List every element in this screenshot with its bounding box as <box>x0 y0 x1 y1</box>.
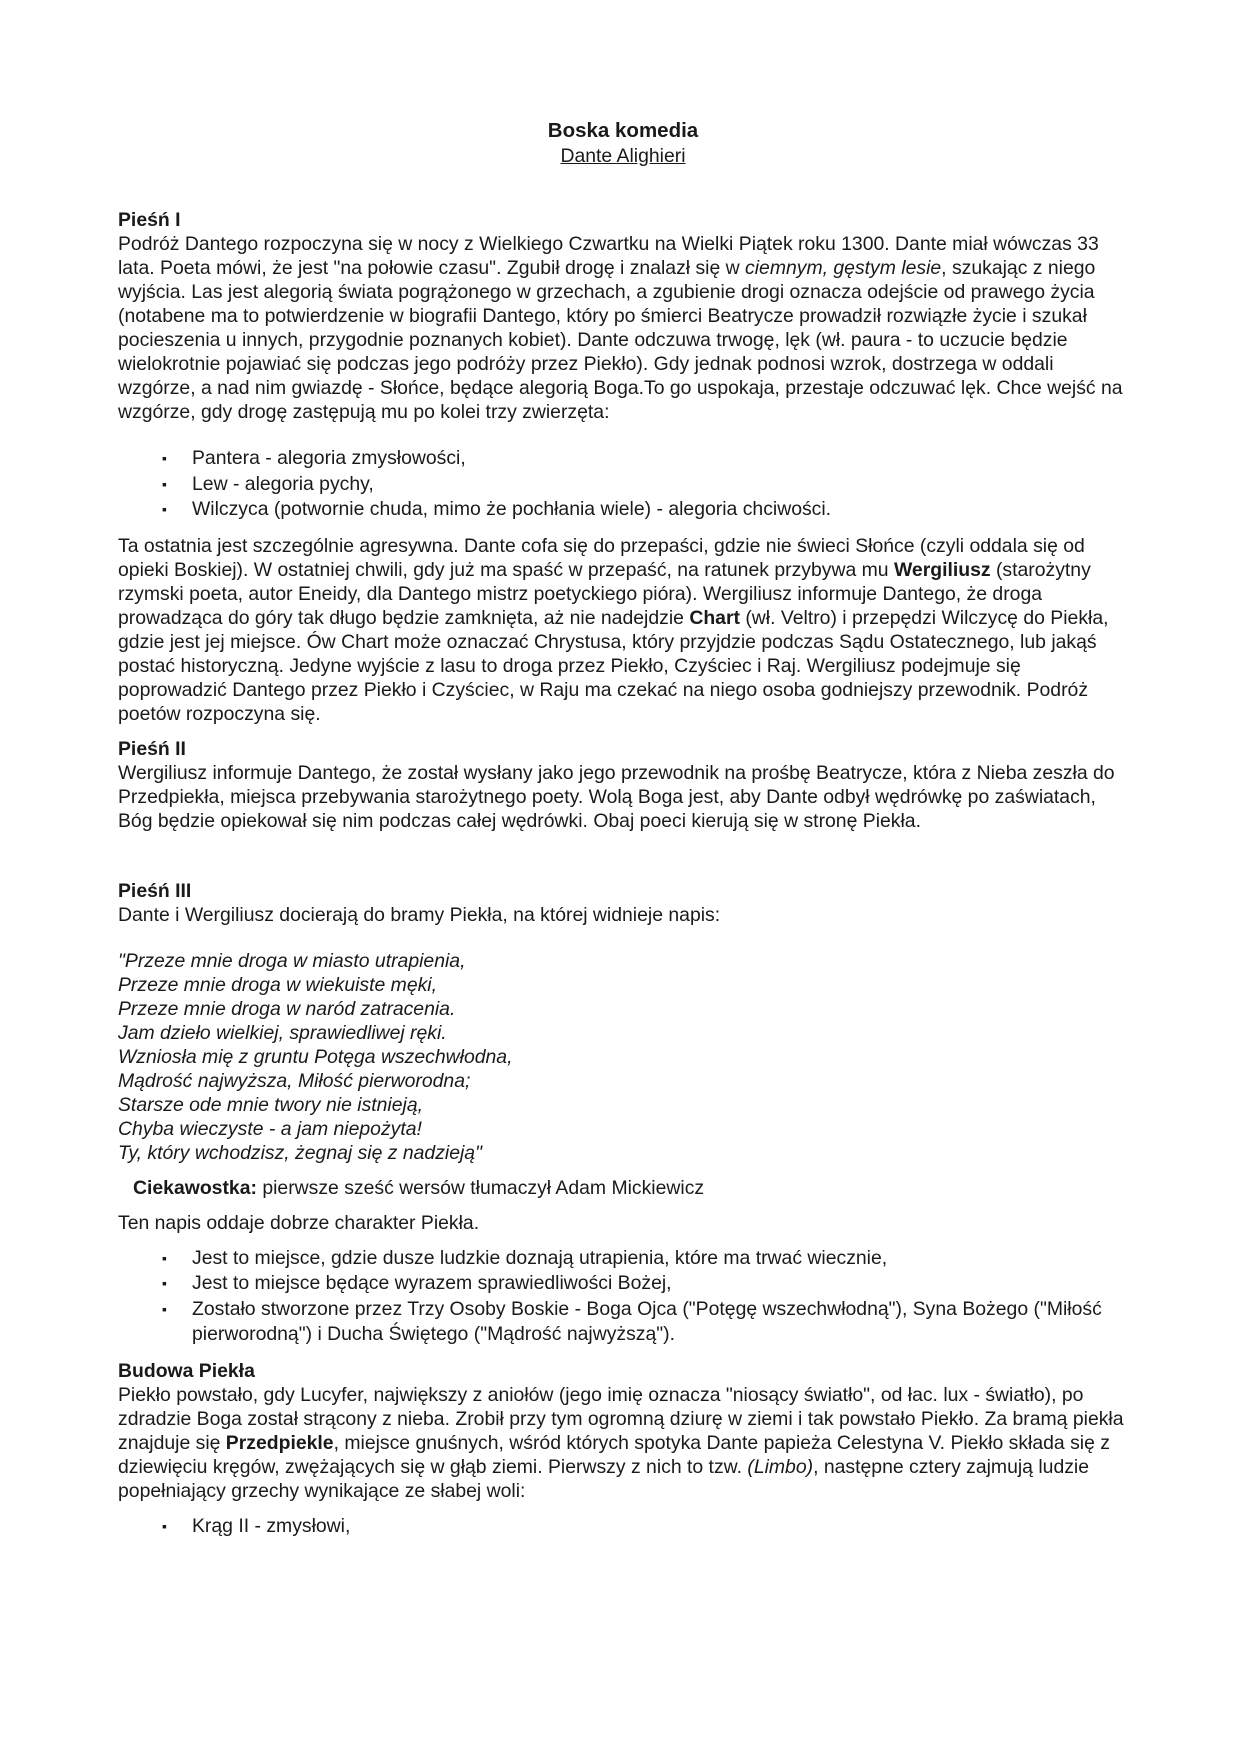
document-page <box>118 112 1128 1539</box>
italic-run: (Limbo) <box>747 1455 814 1478</box>
poem-line: Chyba wieczyste - a jam niepożyta! <box>118 1117 422 1140</box>
paragraph: Dante i Wergiliusz docierają do bramy Piekła, na której widnieje napis: <box>118 903 721 926</box>
paragraph <box>118 1383 1128 1503</box>
text-run: (starożytny rzymski poeta, autor Eneidy, dla Dantego mistrz poetyckiego pióra). Wergiliusz informuje Dantego, że droga prowadząca do góry tak długo będzie zamknięta, aż nie nadejdzie <box>118 558 1091 629</box>
bullet-list <box>118 1246 1128 1348</box>
poem-line: Jam dzieło wielkiej, sprawiedliwej ręki. <box>118 1021 447 1044</box>
poem-line: "Przeze mnie droga w miasto utrapienia, <box>118 949 466 972</box>
document-title: Boska komedia <box>547 119 699 142</box>
text-run: , następne cztery zajmują ludzie popełniający grzechy wynikające ze słabej woli: <box>118 1455 1090 1502</box>
curiosity-note <box>118 1176 1128 1200</box>
bold-run: Chart <box>689 606 740 629</box>
text-run: (wł. Veltro) i przepędzi Wilczycę do Piekła, gdzie jest jej miejsce. Ów Chart może oznaczać Chrystusa, który przyjdzie podczas Sądu Ostatecznego, lub jakąś postać historyczną. Jedyne wyjście z lasu to droga przez Piekło, Czyściec i Raj. Wergiliusz podejmuje się poprowadzić Dantego przez Piekło i Czyściec, w Raju ma czekać na niego osoba godniejszy przewodnik. Podróż poetów rozpoczyna się. <box>118 606 1109 725</box>
poem-line: Mądrość najwyższa, Miłość pierworodna; <box>118 1069 471 1092</box>
list-item: ▪ Jest to miejsce będące wyrazem sprawiedliwości Bożej, <box>162 1271 1128 1297</box>
poem-line: Wzniosła mię z gruntu Potęga wszechwłodna, <box>118 1045 513 1068</box>
poem-line: Przeze mnie droga w wiekuiste męki, <box>118 973 437 996</box>
section-heading: Pieśń III <box>118 879 192 902</box>
bullet-list <box>118 446 1128 523</box>
document-author: Dante Alighieri <box>560 145 686 167</box>
paragraph: Wergiliusz informuje Dantego, że został wysłany jako jego przewodnik na prośbę Beatrycze, która z Nieba zeszła do Przedpiekła, miejsca przebywania starożytnego poety. Wolą Boga jest, aby Dante odbył wędrówkę po zaświatach, Bóg będzie opiekował się nim podczas całej wędrówki. Obaj poeci kierują się w stronę Piekła. <box>118 761 1115 832</box>
list-item: ▪ Jest to miejsce, gdzie dusze ludzkie doznają utrapienia, które ma trwać wiecznie, <box>162 1246 1128 1272</box>
bullet-list <box>118 1514 1128 1540</box>
text-run: Podróż Dantego rozpoczyna się w nocy z Wielkiego Czwartku na Wielki Piątek roku 1300. Dante miał wówczas 33 lata. Poeta mówi, że jest "na połowie czasu". Zgubił drogę i znalazł się w <box>118 233 1099 279</box>
poem-line: Ty, który wchodzisz, żegnaj się z nadzieją" <box>118 1141 482 1164</box>
section-heading: Budowa Piekła <box>118 1359 255 1382</box>
poem-line: Starsze ode mnie twory nie istnieją, <box>118 1093 424 1116</box>
inscription-poem <box>118 949 1128 1165</box>
bold-run: Wergiliusz <box>893 558 991 581</box>
bold-run: Przedpiekle <box>225 1431 334 1454</box>
list-item: ▪ Wilczyca (potwornie chuda, mimo że pochłania wiele) - alegoria chciwości. <box>162 497 1128 523</box>
poem-line: Przeze mnie droga w naród zatracenia. <box>118 997 456 1020</box>
italic-run: ciemnym, gęstym lesie <box>745 257 942 279</box>
text-run: Piekło powstało, gdy Lucyfer, największy z aniołów (jego imię oznacza "niosący światło", od łac. lux - światło), po zdradzie Boga został strącony z nieba. Zrobił przy tym ogromną dziurę w ziemi i tak powstało Piekło. Za bramą piekła znajduje się <box>118 1383 1124 1454</box>
text-run: , miejsce gnuśnych, wśród których spotyka Dante papieża Celestyna V. Piekło składa się z dziewięciu kręgów, zwężających się w głąb ziemi. Pierwszy z nich to tzw. <box>118 1431 1110 1478</box>
paragraph <box>118 232 1128 424</box>
paragraph: Ten napis oddaje dobrze charakter Piekła. <box>118 1211 480 1234</box>
paragraph <box>118 534 1128 726</box>
section-heading: Pieśń I <box>118 209 181 231</box>
text-run: pierwsze sześć wersów tłumaczył Adam Mickiewicz <box>256 1176 705 1199</box>
list-item: ▪ Lew - alegoria pychy, <box>162 472 1128 498</box>
list-item: ▪ Pantera - alegoria zmysłowości, <box>162 446 1128 472</box>
section-heading: Pieśń II <box>118 737 186 760</box>
list-item: ▪ Krąg II - zmysłowi, <box>162 1514 1128 1540</box>
list-item: ▪ Zostało stworzone przez Trzy Osoby Boskie - Boga Ojca ("Potęgę wszechwłodną"), Syna Bożego ("Miłość pierworodną") i Ducha Świętego ("Mądrość najwyższą"). <box>162 1297 1128 1348</box>
text-run: , szukając z niego wyjścia. Las jest alegorią świata pogrążonego w grzechach, a zgubienie drogi oznacza odejście od prawego życia (notabene ma to potwierdzenie w biografii Dantego, który po śmierci Beatrycze prowadził rozwiązłe życie i szukał pocieszenia u innych, przygodnie poznanych kobiet). Dante odczuwa trwogę, lęk (wł. paura - to uczucie będzie wielokrotnie pojawiać się podczas jego podróży przez Piekło). Gdy jednak podnosi wzrok, dostrzega w oddali wzgórze, a nad nim gwiazdę - Słońce, będące alegorią Boga.To go uspokaja, przestaje odczuwać lęk. Chce wejść na wzgórze, gdy drogę zastępują mu po kolei trzy zwierzęta: <box>118 257 1123 423</box>
text-run: Ta ostatnia jest szczególnie agresywna. Dante cofa się do przepaści, gdzie nie świeci Słońce (czyli oddala się od opieki Boskiej). W ostatniej chwili, gdy już ma spaść w przepaść, na ratunek przybywa mu <box>118 534 1085 581</box>
note-label: Ciekawostka: <box>133 1176 257 1199</box>
